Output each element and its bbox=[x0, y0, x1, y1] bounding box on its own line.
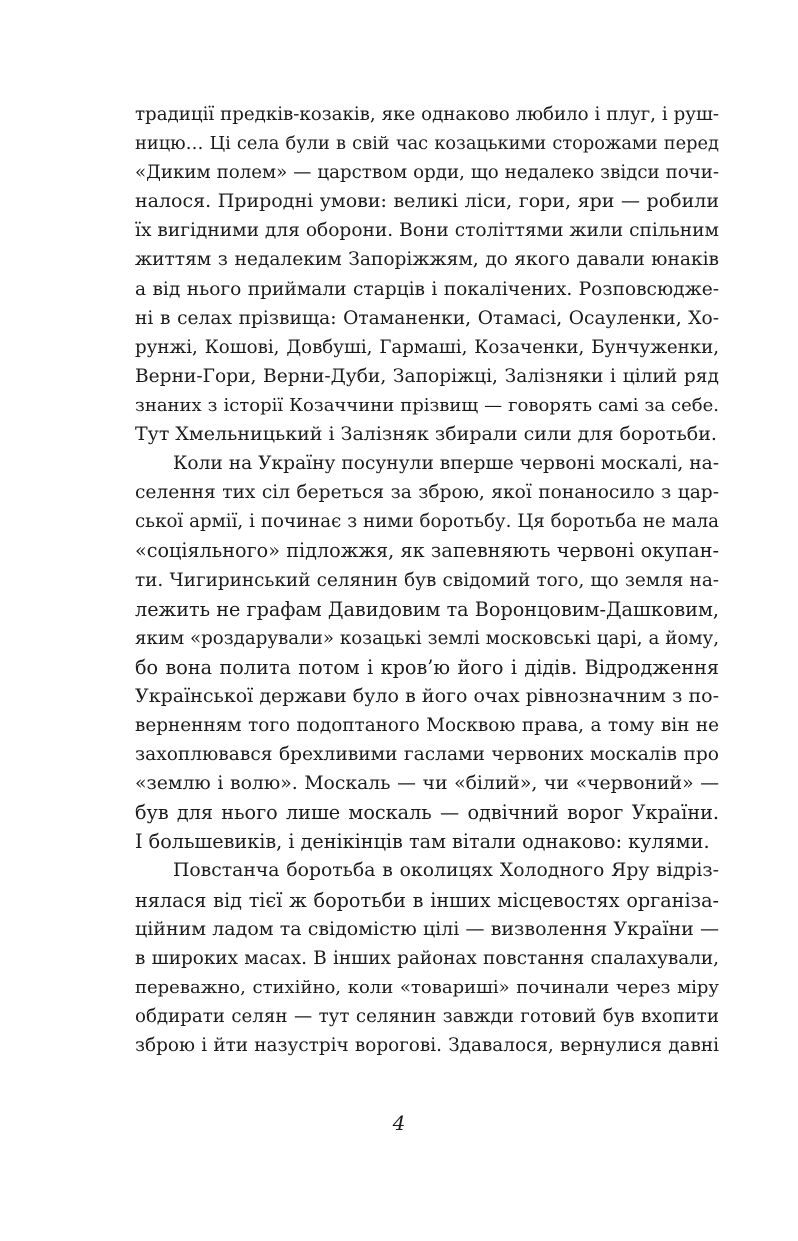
text-line: обдирати селян — тут селянин завжди готовий був вхопити bbox=[135, 1005, 719, 1027]
body-text bbox=[135, 100, 719, 1060]
text-line: селення тих сіл береться за зброю, якої понаносило з цар- bbox=[135, 482, 719, 504]
text-line: налося. Природні умови: великі ліси, гори, яри — робили bbox=[135, 190, 719, 213]
text-line: Української держави було в його очах рівнозначним з по- bbox=[135, 684, 719, 707]
text-line: І большевиків, і денікінців там вітали однаково: кулями. bbox=[135, 830, 710, 854]
paragraph bbox=[135, 100, 719, 449]
text-line: Повстанча боротьба в околицях Холодного Яру відріз- bbox=[173, 860, 719, 882]
text-line: ні в селах прізвища: Отаманенки, Отамасі, Осауленки, Хо- bbox=[135, 307, 719, 329]
text-line: «соціяльного» підложжя, як запевняють червоні окупан- bbox=[135, 539, 719, 563]
text-line: був для нього лише москаль — одвічний ворог України. bbox=[135, 801, 719, 825]
text-line: їх вигідними для оборони. Вони століттями жили спільним bbox=[135, 220, 719, 242]
text-line: знаних з історії Козаччини прізвищ — говорять самі за себе. bbox=[135, 394, 719, 416]
text-line: ційним ладом та свідомістю цілі — визволення України — bbox=[135, 917, 719, 940]
text-line: ти. Чигиринський селянин був свідомий того, що земля на- bbox=[135, 569, 719, 591]
paragraph bbox=[135, 449, 719, 856]
text-line: захоплювався брехливими гаслами червоних москалів про bbox=[135, 744, 719, 766]
text-line: верненням того подоптаного Москвою права, а тому він не bbox=[135, 714, 719, 736]
text-line: Коли на Україну посунули вперше червоні москалі, на- bbox=[173, 453, 719, 475]
text-line: переважно, стихійно, коли «товариші» починали через міру bbox=[135, 976, 719, 998]
text-line: «Диким полем» — царством орди, що недалеко звідси почи- bbox=[135, 162, 719, 184]
text-line: лежить не графам Давидовим та Воронцовим-Дашковим, bbox=[135, 597, 719, 621]
text-line: яким «роздарували» козацькі землі московські царі, а йому, bbox=[135, 627, 719, 649]
text-line: Тут Хмельницький і Залізняк збирали сили для боротьби. bbox=[135, 423, 717, 446]
page-number: 4 bbox=[392, 1111, 406, 1135]
text-line: ської армії, і починає з ними боротьбу. Ця боротьба не мала bbox=[135, 511, 719, 533]
text-line: бо вона полита потом і кров’ю його і дідів. Відродження bbox=[135, 655, 719, 679]
text-line: традиції предків-козаків, яке однаково любило і плуг, і руш- bbox=[135, 104, 719, 125]
text-line: Верни-Гори, Верни-Дуби, Запоріжці, Залізняки і цілий ряд bbox=[135, 365, 719, 387]
text-line: а від нього приймали старців і покалічених. Розповсюдже- bbox=[135, 278, 719, 300]
paragraph bbox=[135, 856, 719, 1060]
text-line: життям з недалеким Запоріжжям, до якого давали юнаків bbox=[135, 249, 719, 271]
text-line: зброю і йти назустріч ворогові. Здавалося, вернулися давні bbox=[135, 1035, 719, 1056]
text-line: рунжі, Кошові, Довбуші, Гармаші, Козаченки, Бунчуженки, bbox=[135, 336, 719, 358]
text-line: нялася від тієї ж боротьби в інших місцевостях організа- bbox=[135, 888, 719, 912]
text-line: в широких масах. В інших районах повстання спалахували, bbox=[135, 947, 719, 969]
text-line: «землю і волю». Москаль — чи «білий», чи «червоний» — bbox=[135, 773, 719, 795]
text-line: ницю… Ці села були в свій час козацькими сторожами перед bbox=[135, 133, 719, 155]
